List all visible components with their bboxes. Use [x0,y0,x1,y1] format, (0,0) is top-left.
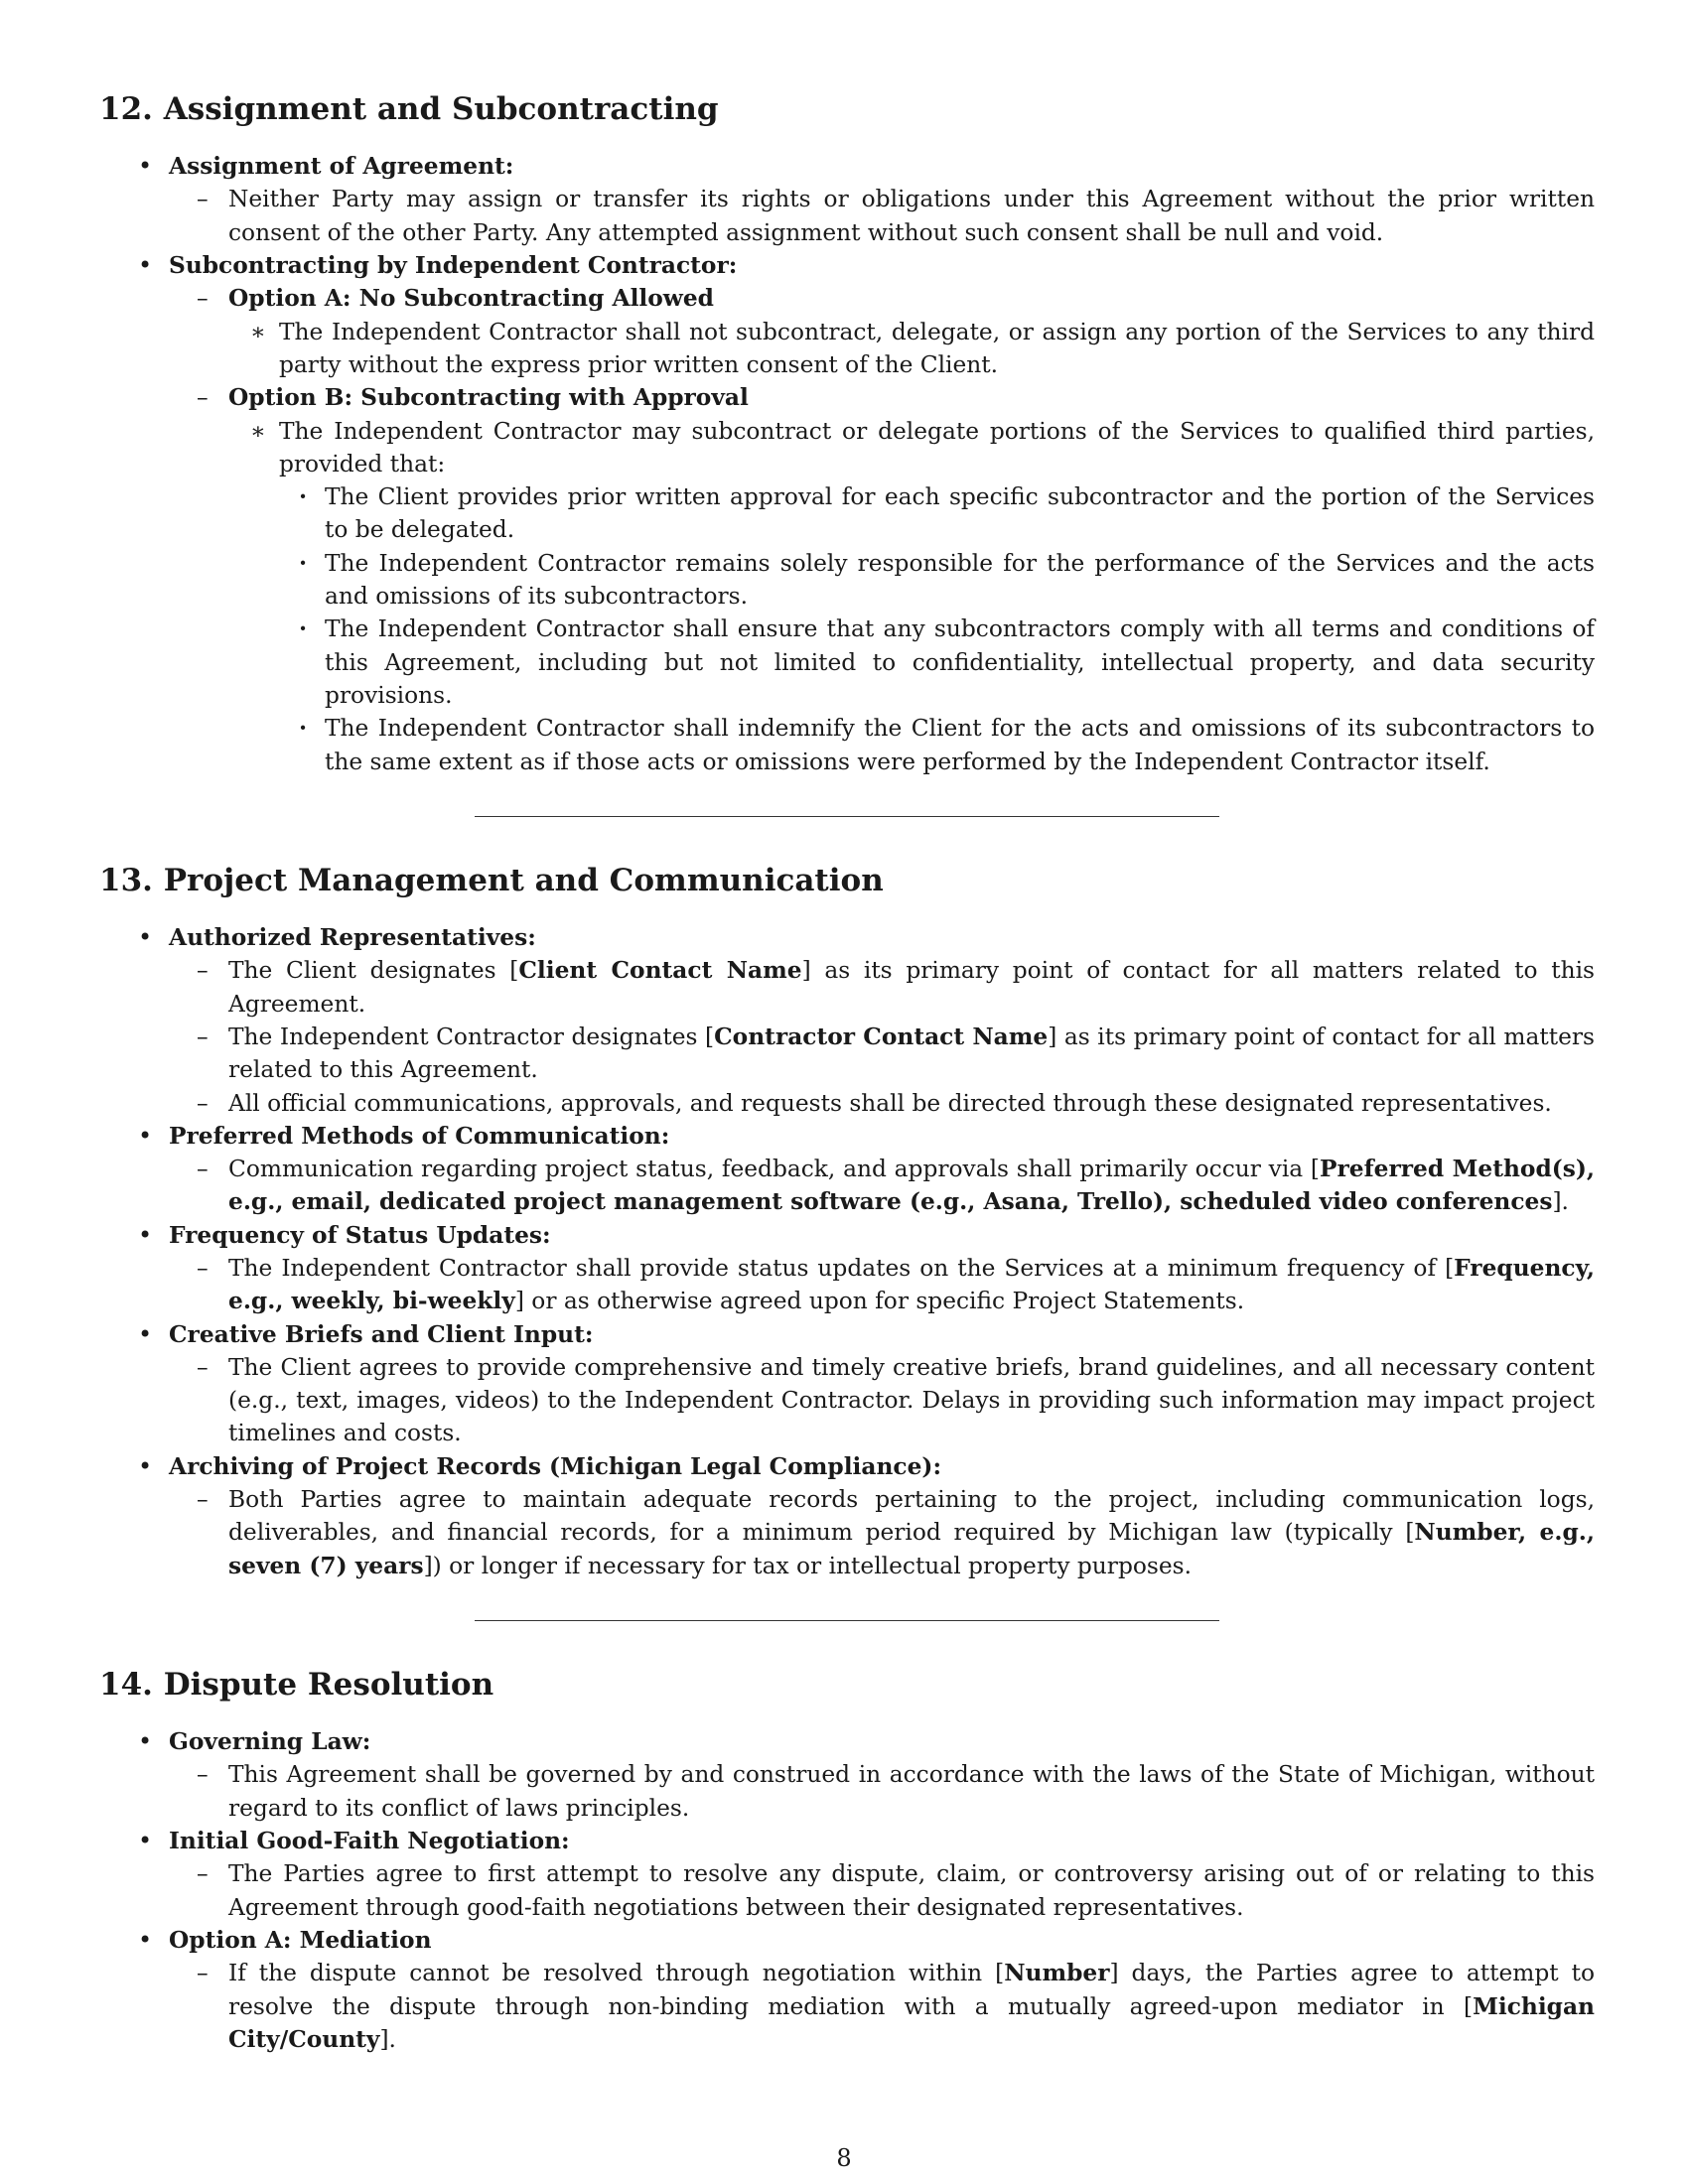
option-b-item [169,381,1595,778]
negotiation-label: Initial Good-Faith Negotiation: [169,1828,570,1855]
placeholder-field: Preferred Method(s), e.g., email, dedicated project management software (e.g., Asana, Trello), scheduled video conferences [228,1156,1595,1216]
negotiation-text: – The Parties agree to first attempt to resolve any dispute, claim, or controversy arising out of or relating to this Agreement through good-faith negotiations between their designated representatives. [169,1857,1595,1924]
list-item: · The Independent Contractor shall indemnify the Client for the acts and omissions of its subcontractors to the same extent as if those acts or omissions were performed by the Independent Contractor itself. [279,712,1595,778]
list-item [99,249,1595,778]
governing-law-text: – This Agreement shall be governed by and construed in accordance with the laws of the State of Michigan, without regard to its conflict of laws principles. [169,1758,1595,1825]
list-item [99,1120,1595,1219]
archiving-text: – Both Parties agree to maintain adequate records pertaining to the project, including communication logs, deliverables, and financial records, for a minimum period required by Michigan law (typically [Number, e.g., seven (7) years]) or longer if necessary for tax or intellectual property purposes. [169,1483,1595,1582]
placeholder-field: Number [1004,1960,1110,1987]
assignment-label: Assignment of Agreement: [169,153,514,181]
governing-law-label: Governing Law: [169,1728,371,1756]
option-a-item [169,282,1595,381]
option-b-entry [228,415,1595,778]
section-divider [475,1620,1219,1621]
frequency-label: Frequency of Status Updates: [169,1221,551,1249]
list-item [99,1924,1595,2056]
option-b-label: Option B: Subcontracting with Approval [228,384,749,412]
list-item [99,921,1595,1120]
communication-label: Preferred Methods of Communication: [169,1122,670,1150]
page-number: 8 [836,2144,852,2172]
representative-contractor: – The Independent Contractor designates [Contractor Contact Name] as its primary point of contact for all matters related to this Agreement. [169,1021,1595,1087]
section-14-list [99,1725,1595,2056]
list-item [99,1450,1595,1582]
list-item [99,1825,1595,1924]
section-12-heading: 12. Assignment and Subcontracting [99,91,719,127]
section-13-list [99,921,1595,1582]
list-item [99,1219,1595,1318]
placeholder-field: Contractor Contact Name [714,1023,1049,1050]
placeholder-field: Frequency, e.g., weekly, bi-weekly [228,1254,1595,1315]
archiving-label: Archiving of Project Records (Michigan Legal Compliance): [169,1452,942,1480]
option-a-text: ∗ The Independent Contractor shall not subcontract, delegate, or assign any portion of the Services to any third party without the express prior written consent of the Client. [228,316,1595,382]
placeholder-field: Michigan City/County [228,1992,1595,2053]
section-14-heading: 14. Dispute Resolution [99,1666,494,1703]
subcontracting-label: Subcontracting by Independent Contractor: [169,252,738,280]
representatives-label: Authorized Representatives: [169,924,536,952]
list-item: · The Independent Contractor remains solely responsible for the performance of the Services and the acts and omissions of its subcontractors. [279,547,1595,614]
option-a-label: Option A: No Subcontracting Allowed [228,285,714,313]
creative-briefs-label: Creative Briefs and Client Input: [169,1320,594,1348]
list-item: · The Client provides prior written approval for each specific subcontractor and the portion of the Services to be delegated. [279,480,1595,547]
assignment-text: – Neither Party may assign or transfer its rights or obligations under this Agreement without the prior written consent of the other Party. Any attempted assignment without such consent shall be null and void. [169,183,1595,249]
placeholder-field: Number, e.g., seven (7) years [228,1519,1595,1579]
document-page [99,91,1595,2056]
list-item [99,150,1595,249]
communication-text: – Communication regarding project status, feedback, and approvals shall primarily occur via [Preferred Method(s), e.g., email, dedicated project management software (e.g., Asana, Trello), scheduled video conferences]. [169,1153,1595,1219]
placeholder-field: Client Contact Name [518,957,802,985]
creative-briefs-text: – The Client agrees to provide comprehensive and timely creative briefs, brand guidelines, and all necessary content (e.g., text, images, videos) to the Independent Contractor. Delays in providing such information may impact project timelines and costs. [169,1351,1595,1450]
mediation-text: – If the dispute cannot be resolved through negotiation within [Number] days, the Parties agree to attempt to resolve the dispute through non-binding mediation with a mutually agreed-upon mediator in [Michigan City/County]. [169,1957,1595,2056]
list-item: · The Independent Contractor shall ensure that any subcontractors comply with all terms and conditions of this Agreement, including but not limited to confidentiality, intellectual property, and data security provisions. [279,613,1595,712]
section-12-list [99,150,1595,778]
list-item [99,1318,1595,1450]
mediation-label: Option A: Mediation [169,1926,432,1954]
section-divider [475,816,1219,817]
representative-client: – The Client designates [Client Contact Name] as its primary point of contact for all matters related to this Agreement. [169,954,1595,1021]
section-13-heading: 13. Project Management and Communication [99,862,884,898]
option-b-text: The Independent Contractor may subcontract or delegate portions of the Services to qualified third parties, provided that: [279,417,1595,478]
representative-note: – All official communications, approvals, and requests shall be directed through these designated representatives. [169,1087,1595,1120]
frequency-text: – The Independent Contractor shall provide status updates on the Services at a minimum frequency of [Frequency, e.g., weekly, bi-weekly] or as otherwise agreed upon for specific Project Statements. [169,1252,1595,1318]
list-item [99,1725,1595,1825]
